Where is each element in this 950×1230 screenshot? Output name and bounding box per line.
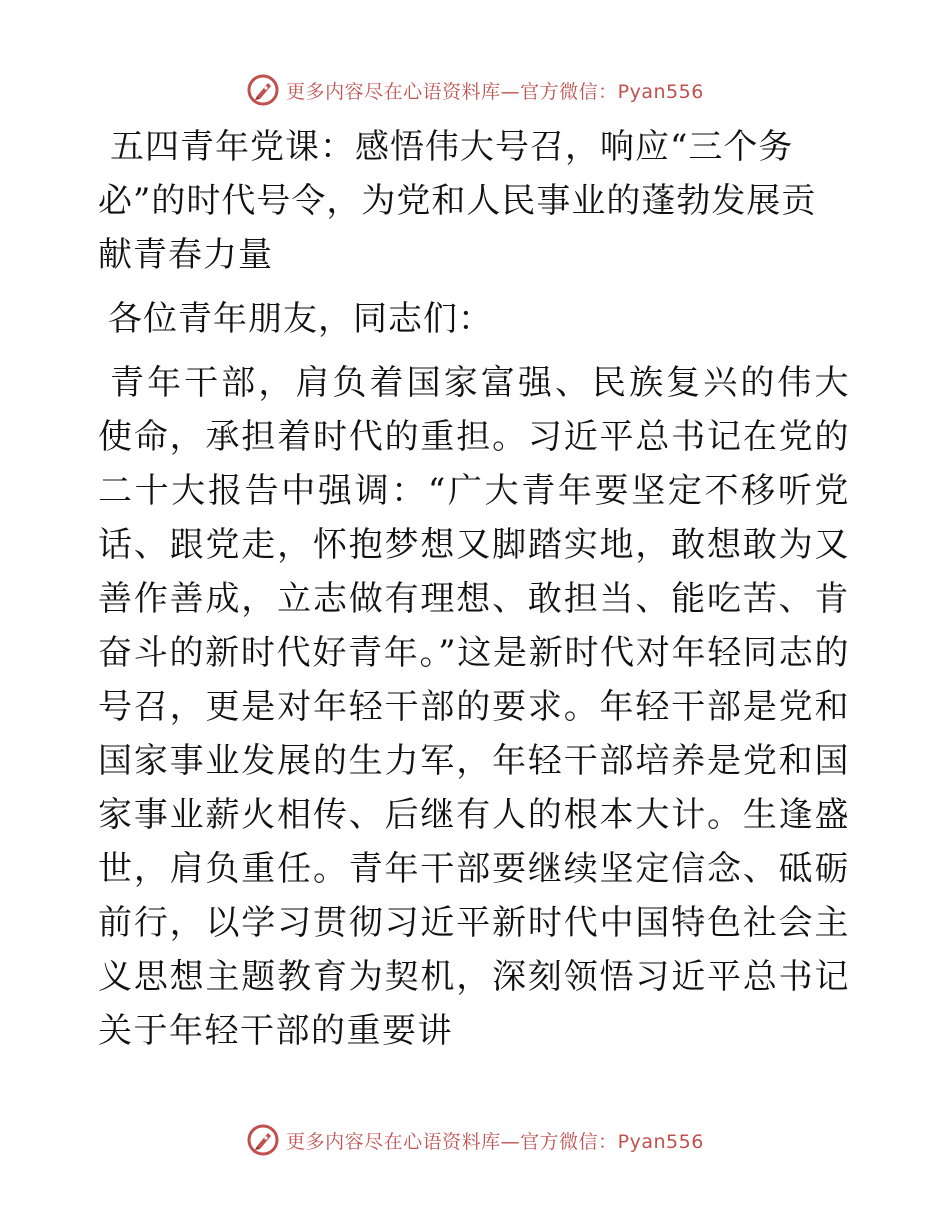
- pen-nib-icon: [246, 1123, 280, 1157]
- document-title: 五四青年党课：感悟伟大号召，响应“三个务必”的时代号令，为党和人民事业的蓬勃发展贡献青春力量: [98, 127, 817, 275]
- body-paragraph: 青年干部，肩负着国家富强、民族复兴的伟大使命，承担着时代的重担。习近平总书记在党的二十大报告中强调：“广大青年要坚定不移听党话、跟党走，怀抱梦想又脚踏实地，敢想敢为又善作善成，立志做有理想、敢担当、能吃苦、肯奋斗的新时代好青年。”这是新时代对年轻同志的号召，更是对年轻干部的要求。年轻干部是党和国家事业发展的生力军，年轻干部培养是党和国家事业薪火相传、后继有人的根本大计。生逢盛世，肩负重任。青年干部要继续坚定信念、砥砺前行，以学习贯彻习近平新时代中国特色社会主义思想主题教育为契机，深刻领悟习近平总书记关于年轻干部的重要讲: [98, 363, 850, 1051]
- watermark-header: [0, 70, 950, 110]
- pen-nib-icon: [246, 73, 280, 107]
- watermark-text: 更多内容尽在心语资料库—官方微信：Pyan556: [286, 80, 704, 103]
- salutation: 各位青年朋友，同志们：: [108, 299, 493, 339]
- document-body: [98, 120, 850, 1058]
- watermark-text: 更多内容尽在心语资料库—官方微信：Pyan556: [286, 1130, 704, 1153]
- watermark-footer: [0, 1120, 950, 1160]
